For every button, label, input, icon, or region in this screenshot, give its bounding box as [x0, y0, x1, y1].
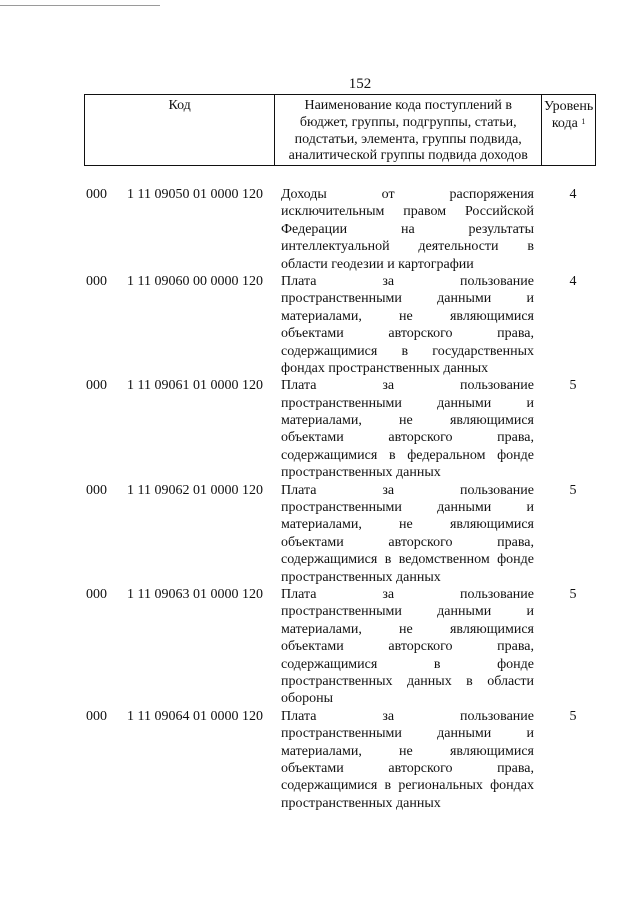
budget-code: 1 11 09061 01 0000 120 — [127, 378, 263, 394]
admin-code: 000 — [86, 378, 107, 394]
footnote-marker: 1 — [581, 117, 586, 126]
header-name-line: аналитической группы подвида доходов — [288, 148, 528, 164]
header-name-line: бюджет, группы, подгруппы, статьи, — [299, 114, 517, 130]
header-level — [541, 95, 595, 165]
description-line: объектами авторского права, — [281, 760, 534, 776]
description-line: исключительным правом Российской — [281, 204, 534, 220]
description-line: Плата за пользование — [281, 708, 534, 724]
description-line: области геодезии и картографии — [281, 256, 474, 272]
description-line: пространственных данных — [281, 795, 441, 811]
description-line: содержащимися в ведомственном фонде — [281, 552, 534, 568]
admin-code: 000 — [86, 187, 107, 202]
income-description — [281, 586, 534, 708]
description-line: пространственными данными и — [281, 500, 534, 516]
scan-edge-line — [0, 5, 160, 6]
description-line: пространственными данными и — [281, 395, 534, 411]
admin-code: 000 — [86, 708, 107, 724]
description-line: Плата за пользование — [281, 273, 534, 289]
description-line: материалами, не являющимися — [281, 517, 534, 533]
admin-code: 000 — [86, 482, 107, 498]
code-level: 5 — [569, 482, 577, 498]
budget-code: 1 11 09050 01 0000 120 — [127, 187, 263, 202]
budget-code: 1 11 09063 01 0000 120 — [127, 586, 263, 602]
code-level: 5 — [569, 378, 577, 394]
description-line: пространственными данными и — [281, 604, 534, 620]
description-line: пространственных данных — [281, 465, 441, 481]
budget-code: 1 11 09060 00 0000 120 — [127, 273, 263, 289]
description-line: пространственными данными и — [281, 726, 534, 742]
table-row — [0, 273, 640, 377]
code-level: 4 — [569, 187, 577, 202]
header-name-line: Наименование кода поступлений в — [304, 98, 512, 113]
admin-code: 000 — [86, 586, 107, 602]
income-description — [281, 273, 534, 377]
header-name — [274, 95, 541, 165]
description-line: Федерации на результаты — [281, 221, 534, 237]
code-level: 5 — [569, 586, 577, 602]
description-line: содержащимися в федеральном фонде — [281, 447, 534, 463]
code-level: 5 — [569, 708, 577, 724]
income-description — [281, 186, 534, 273]
description-line: объектами авторского права, — [281, 430, 534, 446]
table-row — [0, 377, 640, 481]
description-line: Плата за пользование — [281, 378, 534, 394]
description-line: обороны — [281, 691, 334, 707]
description-line: Плата за пользование — [281, 482, 534, 498]
table-row — [0, 708, 640, 812]
description-line: содержащимися в фонде — [281, 656, 534, 672]
header-code: Код — [168, 98, 191, 113]
income-description — [281, 708, 534, 812]
description-line: пространственными данными и — [281, 291, 534, 307]
description-line: содержащимися в региональных фондах — [281, 778, 534, 794]
description-line: материалами, не являющимися — [281, 413, 534, 429]
description-line: объектами авторского права, — [281, 326, 534, 342]
description-line: материалами, не являющимися — [281, 621, 534, 637]
table-body — [0, 186, 640, 812]
description-line: пространственных данных — [281, 569, 441, 585]
income-description — [281, 482, 534, 586]
code-level: 4 — [569, 273, 577, 289]
description-line: пространственных данных в области — [281, 673, 534, 689]
description-line: содержащимися в государственных — [281, 343, 534, 359]
table-row — [0, 586, 640, 708]
description-line: объектами авторского права, — [281, 639, 534, 655]
description-line: фондах пространственных данных — [281, 360, 489, 376]
description-line: материалами, не являющимися — [281, 308, 534, 324]
description-line: интеллектуальной деятельности в — [281, 239, 534, 255]
table-row — [0, 482, 640, 586]
header-level-line: Уровень — [543, 99, 594, 114]
header-level-line-2 — [542, 115, 595, 132]
table-row — [0, 186, 640, 273]
description-line: Доходы от распоряжения — [281, 187, 534, 202]
budget-code: 1 11 09062 01 0000 120 — [127, 482, 263, 498]
table-header — [84, 94, 596, 166]
description-line: Плата за пользование — [281, 586, 534, 602]
description-line: материалами, не являющимися — [281, 743, 534, 759]
budget-code: 1 11 09064 01 0000 120 — [127, 708, 263, 724]
admin-code: 000 — [86, 273, 107, 289]
header-name-line: подстатьи, элемента, группы подвида, — [294, 131, 522, 147]
header-level-text: кода — [551, 116, 578, 131]
description-line: объектами авторского права, — [281, 534, 534, 550]
income-description — [281, 377, 534, 481]
page-number: 152 — [348, 76, 372, 92]
